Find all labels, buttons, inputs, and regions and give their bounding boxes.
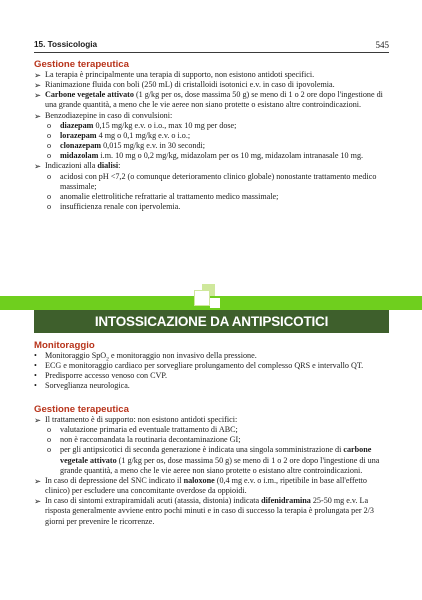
- banner-square-decoration: [194, 290, 210, 306]
- list-item: [34, 131, 390, 141]
- circle-marker-icon: o: [47, 151, 52, 161]
- list-item: [34, 121, 390, 131]
- banner-square-decoration: [210, 298, 220, 308]
- circle-marker-icon: o: [47, 202, 52, 212]
- arrow-marker-icon: ➢: [34, 70, 42, 80]
- bold-term: midazolam: [60, 151, 99, 161]
- page-number: 545: [375, 40, 389, 50]
- text-segment: non è raccomandata la routinaria decontaminazione GI;: [60, 435, 241, 445]
- chapter-title: 15. Tossicologia: [34, 40, 98, 49]
- running-header: [34, 40, 389, 53]
- list-item: [34, 351, 390, 361]
- list-item: [34, 371, 390, 381]
- list-item: [34, 90, 390, 110]
- list-item: [34, 415, 390, 425]
- text-segment: per gli antipsicotici di seconda generazione è indicata una singola somministrazione di: [60, 445, 344, 455]
- list-item: [34, 172, 390, 192]
- circle-marker-icon: o: [47, 191, 52, 201]
- circle-marker-icon: o: [47, 120, 52, 130]
- bullet-marker-icon: •: [34, 371, 37, 381]
- text-segment: anomalie elettrolitiche refrattarie al trattamento medico massimale;: [60, 191, 279, 201]
- arrow-marker-icon: ➢: [34, 496, 42, 507]
- list-item: [34, 361, 390, 371]
- arrow-marker-icon: ➢: [34, 161, 42, 172]
- arrow-marker-icon: ➢: [34, 415, 42, 425]
- list-item: [34, 476, 390, 496]
- bold-term: carbone vegetale attivato: [60, 445, 372, 465]
- text-segment: 0,15 mg/kg e.v. o i.o., max 10 mg per dose;: [93, 120, 237, 130]
- bold-term: clonazepam: [60, 141, 102, 151]
- bold-term: difenidramina: [261, 496, 311, 506]
- bold-term: Carbone vegetale attivato: [45, 90, 134, 100]
- text-segment: Predisporre accesso venoso con CVP.: [45, 371, 168, 381]
- section-banner-title: INTOSSICAZIONE DA ANTIPSICOTICI: [34, 310, 389, 333]
- arrow-marker-icon: ➢: [34, 80, 42, 91]
- text-segment: Monitoraggio SpO: [45, 351, 107, 360]
- text-segment: 25-50 mg e.v. La risposta generalmente avviene entro pochi minuti e in caso di successo la terapia è prolungata per 2/3 giorni per prevenire le ricorrenze.: [45, 496, 374, 526]
- text-segment: acidosi con pH <7,2 (o comunque deterioramento clinico globale) nonostante trattamento medico massimale;: [60, 171, 377, 191]
- text-segment: :: [118, 161, 121, 171]
- bold-term: naloxone: [183, 475, 215, 485]
- bullet-marker-icon: •: [34, 361, 37, 371]
- text-segment: Indicazioni alla: [45, 161, 98, 171]
- circle-marker-icon: o: [47, 435, 52, 445]
- text-segment: (0,4 mg e.v. o i.m., ripetibile in base all'effetto clinico) per escludere una concomitante overdose da oppioidi.: [45, 475, 367, 496]
- text-segment: (1 g/kg per os, dose massima 50 g) se meno di 1 o 2 ore dopo l'ingestione di una grande quantità, a meno che le vie aeree non siano protette o esistano altre controindicazioni.: [60, 455, 380, 475]
- section-title-gestione-2: Gestione terapeutica: [34, 404, 129, 415]
- circle-marker-icon: o: [47, 445, 52, 455]
- list-item: [34, 425, 390, 435]
- text-segment: (1 g/kg per os, dose massima 50 g) se meno di 1 o 2 ore dopo l'ingestione di una grande quantità, a meno che le vie aeree non siano protette o esistano altre controindicazioni.: [45, 90, 383, 110]
- text-segment: insufficienza renale con ipervolemia.: [60, 202, 181, 212]
- bold-term: lorazepam: [60, 130, 97, 140]
- section2-list: [34, 351, 390, 392]
- list-item: [34, 80, 390, 90]
- text-segment: Sorveglianza neurologica.: [45, 381, 130, 391]
- list-item: [34, 202, 390, 212]
- section-title-gestione-1: Gestione terapeutica: [34, 59, 129, 70]
- text-segment: 0,015 mg/kg e.v. in 30 secondi;: [101, 141, 206, 151]
- bullet-marker-icon: •: [34, 381, 37, 391]
- list-item: [34, 445, 390, 475]
- bold-term: dialisi: [97, 161, 119, 171]
- text-segment: La terapia è principalmente una terapia di supporto, non esistono antidoti specifici.: [45, 70, 315, 79]
- list-item: [34, 111, 390, 121]
- bold-term: diazepam: [60, 120, 94, 130]
- list-item: [34, 141, 390, 151]
- list-item: [34, 435, 390, 445]
- arrow-marker-icon: ➢: [34, 90, 42, 101]
- list-item: [34, 381, 390, 391]
- text-segment: In caso di sintomi extrapiramidali acuti (atassia, distonia) indicata: [45, 496, 262, 506]
- section3-list: [34, 415, 390, 527]
- arrow-marker-icon: ➢: [34, 475, 42, 486]
- section-title-monitoraggio: Monitoraggio: [34, 340, 95, 351]
- bullet-marker-icon: •: [34, 351, 37, 360]
- list-item: [34, 161, 390, 171]
- circle-marker-icon: o: [47, 171, 52, 181]
- circle-marker-icon: o: [47, 425, 52, 435]
- text-segment: 4 mg o 0,1 mg/kg e.v. o i.o.;: [96, 130, 191, 140]
- list-item: [34, 151, 390, 161]
- arrow-marker-icon: ➢: [34, 110, 42, 121]
- text-segment: Il trattamento è di supporto: non esistono antidoti specifici:: [45, 415, 238, 424]
- text-segment: Rianimazione fluida con boli (250 mL) di cristalloidi isotonici e.v. in caso di ipovolemia.: [45, 80, 335, 90]
- circle-marker-icon: o: [47, 130, 52, 140]
- text-segment: i.m. 10 mg o 0,2 mg/kg, midazolam per os 10 mg, midazolam intranasale 10 mg.: [98, 151, 364, 161]
- text-segment: e monitoraggio non invasivo della pressione.: [108, 351, 257, 360]
- list-item: [34, 70, 390, 80]
- section1-list: [34, 70, 390, 212]
- list-item: [34, 496, 390, 526]
- circle-marker-icon: o: [47, 141, 52, 151]
- text-segment: In caso di depressione del SNC indicato il: [45, 475, 184, 485]
- text-segment: valutazione primaria ed eventuale trattamento di ABC;: [60, 425, 238, 435]
- text-segment: Benzodiazepine in caso di convulsioni:: [45, 110, 173, 120]
- list-item: [34, 192, 390, 202]
- chapter-banner: [0, 284, 422, 344]
- text-segment: ECG e monitoraggio cardiaco per sorvegliare prolungamento del complesso QRS e intervallo QT.: [45, 361, 364, 371]
- text-segment: 2: [106, 356, 109, 363]
